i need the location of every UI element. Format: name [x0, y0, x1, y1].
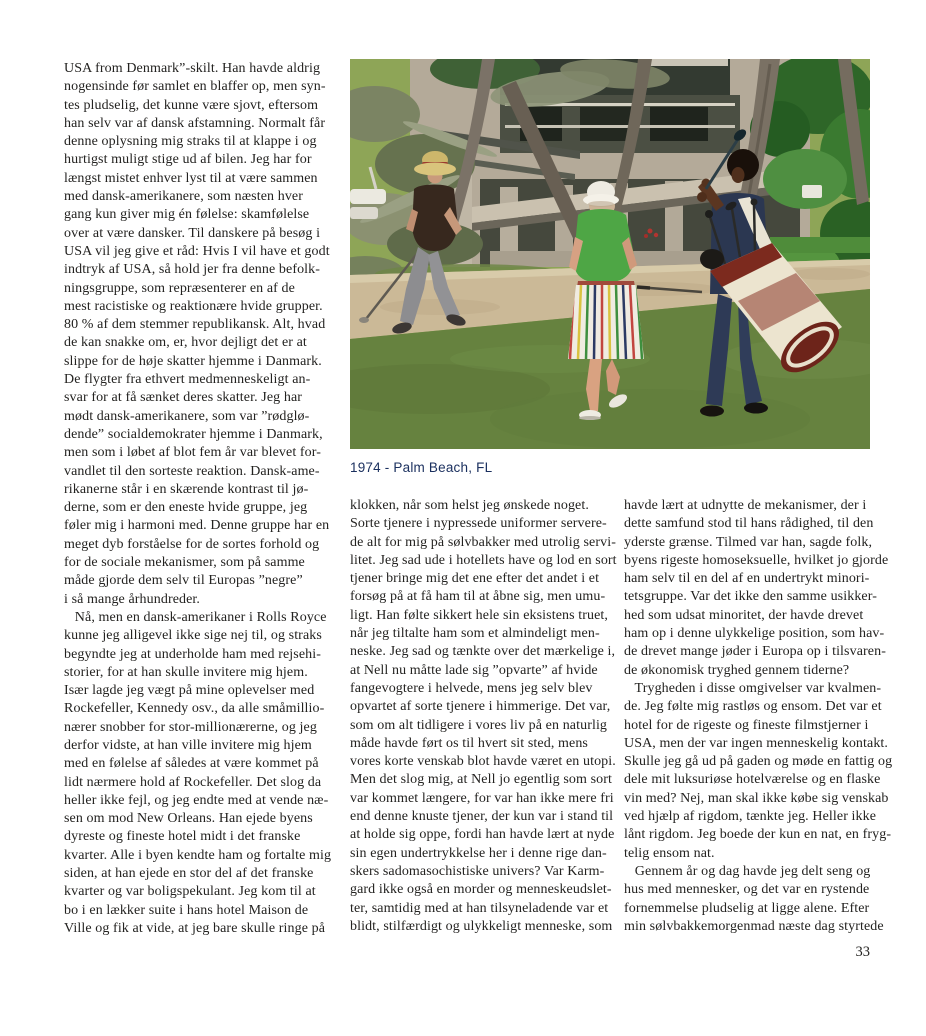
text-line: kvarter. Alle i byen kendte ham og fortalte mig — [64, 847, 332, 863]
text-line: siden, at han ejede en stor del af det franske — [64, 866, 314, 882]
text-line: neske. Jeg sad og tænkte over det mærkelige i, — [350, 644, 616, 660]
text-line: hotel for de rigeste og fineste filmstjerner i — [624, 717, 869, 733]
text-line: storier, for at han skulle invitere mig hjem. — [64, 664, 308, 680]
text-line: byens rigeste homoseksuelle, hvilket jo gjorde — [624, 552, 889, 568]
text-line: dele mit luksuriøse hotelværelse og en flaske — [624, 772, 881, 788]
text-line: blidt, stilfærdigt og ulykkeligt menneske, som — [350, 918, 613, 934]
text-line: Skulle jeg gå ud på gaden og møde en fattig og — [624, 754, 893, 770]
text-line: svar for at få sænket deres skatter. Jeg har — [64, 390, 303, 406]
photo-caption: 1974 - Palm Beach, FL — [350, 460, 493, 475]
text-line: gard ikke også en morder og menneskeudslet- — [350, 882, 612, 898]
text-line: Ville og fik at vide, at jeg bare skulle ringe på — [64, 920, 326, 936]
text-line: føler mig i harmoni med. Denne gruppe har en — [64, 518, 330, 534]
text-line: fornemmelse pludselig at ligge alene. Efter — [624, 900, 870, 916]
text-line: rikanerne står i en skærende kontrast til jø- — [64, 481, 309, 497]
text-line: fangevogtere i helvede, mens jeg selv blev — [350, 680, 593, 696]
golf-scene-illustration — [350, 59, 870, 449]
text-line: lånt rigdom. Jeg boede der kun en nat, en fryg- — [624, 827, 892, 843]
text-line: at holde sig oppe, fordi han havde lært at nyde — [350, 827, 615, 843]
text-line: mest racistiske og reaktionære hvide grupper. — [64, 298, 323, 314]
left-text-column — [64, 60, 346, 938]
text-line: sin egen undertrykkelse her i denne rige dan- — [350, 845, 607, 861]
text-line: vandlet til den sorteste reaktion. Dansk-ame- — [64, 463, 320, 479]
text-line: med en følelse af således at være kommet på — [64, 756, 319, 772]
text-line: litet. Jeg sad ude i hotellets have og lod en sort — [350, 552, 617, 568]
text-line: kvarter og var boligspekulant. Jeg kom til at — [64, 884, 316, 900]
text-line: Trygheden i disse omgivelser var kvalmen- — [624, 680, 882, 696]
text-line: tes pludselig, det kunne være sjovt, eftersom — [64, 97, 319, 113]
text-line: hurtigst muligt stige ud af bilen. Jeg har for — [64, 152, 312, 168]
text-line: opvartet af sorte tjenere i himmerige. Det var, — [350, 699, 611, 715]
text-line: indtryk af USA, så hold jer fra denne befolk- — [64, 262, 321, 278]
text-line: var kommet længere, for var han ikke mere fri — [350, 790, 614, 806]
text-line: over at være dansker. Til danskere på besøg i — [64, 225, 321, 241]
text-line: derne, som er den eneste hvide gruppe, jeg — [64, 500, 308, 516]
text-line: begyndte jeg at underholde ham med rejsehi- — [64, 646, 321, 662]
text-line: 80 % af dem stemmer republikansk. Alt, hvad — [64, 317, 326, 333]
text-line: derfor vidste, at han ville invitere mig hjem — [64, 737, 312, 753]
text-line: Især lagde jeg vægt på mine oplevelser med — [64, 683, 315, 699]
text-line: ham op i denne ulykkelige position, som hav- — [624, 626, 885, 642]
text-line: USA, men der var ingen menneskelig kontakt. — [624, 735, 889, 751]
text-line: tjener bringe mig det ene efter det andet i et — [350, 571, 600, 587]
text-line: ningsgruppe, som repræsenterer en af de — [64, 280, 295, 296]
text-line: min sølvbakkemorgenmad næste dag styrtede — [624, 918, 884, 934]
text-line: dette samfund stod til hans rådighed, til den — [624, 516, 874, 532]
text-line: De flygter fra ethvert medmenneskeligt an- — [64, 372, 311, 388]
text-line: som om alt tidligere i vores liv på en naturlig — [350, 717, 608, 733]
text-line: meget dyb forståelse for de sortes forhold og — [64, 536, 320, 552]
text-line: for de sociale mekanismer, som på samme — [64, 555, 305, 571]
text-line: USA vil jeg give et råd: Hvis I vil have et godt — [64, 243, 330, 259]
text-line: de drevet mange jøder i Europa op i tilsvaren- — [624, 644, 886, 660]
text-line: yderste grænse. Tilmed var han, sagde folk, — [624, 534, 873, 550]
text-line: når jeg tiltalte ham som et almindeligt men- — [350, 626, 600, 642]
text-line: Gennem år og dag havde jeg delt seng og — [624, 863, 871, 879]
text-line: tetsgruppe. Var det ikke den samme usikker- — [624, 589, 877, 605]
text-line: nærer snobber for stor-millionærerne, og jeg — [64, 719, 317, 735]
text-line: længst mistet enhver lyst til at være sammen — [64, 170, 318, 186]
text-line: mødt dansk-amerikanere, som var ”rødglø- — [64, 408, 310, 424]
middle-text-column — [350, 497, 626, 936]
text-line: sen om mod New Orleans. Han ejede byens — [64, 811, 313, 827]
text-line: heller ikke fejl, og jeg endte med at vende næ- — [64, 792, 329, 808]
page-number: 33 — [855, 944, 870, 960]
text-line: ter, samtidig med at han tilsyneladende var et — [350, 900, 609, 916]
text-line: Nå, men en dansk-amerikaner i Rolls Royce — [64, 609, 327, 625]
text-line: USA from Denmark”-skilt. Han havde aldrig — [64, 61, 321, 76]
text-line: forsøg på at få ham til at åbne sig, men umu- — [350, 589, 606, 605]
text-line: end denne knuste tjener, der kun var i stand til — [350, 809, 614, 825]
text-line: i så mange århundreder. — [64, 591, 201, 607]
text-line: med dansk-amerikanere, som næsten hver — [64, 189, 304, 205]
right-text-column — [624, 497, 914, 936]
text-line: dende” socialdemokrater hjemme i Danmark, — [64, 426, 323, 442]
text-line: skers sadomasochistiske univers? Var Karm- — [350, 863, 605, 879]
text-line: de økonomisk tryghed gennem tiderne? — [624, 662, 850, 678]
text-line: måde gjorde dem selv til Europas ”negre” — [64, 573, 303, 589]
golf-photo — [350, 59, 870, 449]
text-line: slippe for de høje skatter hjemme i Danmark. — [64, 353, 322, 369]
text-line: måde havde ført os til hvert sit sted, mens — [350, 735, 588, 751]
text-line: bo i en lækker suite i hans hotel Maison de — [64, 902, 309, 918]
text-line: ligt. Han følte sikkert hele sin eksistens truet, — [350, 607, 609, 623]
text-line: havde lært at udnytte de mekanismer, der i — [624, 498, 867, 513]
text-line: at Nell nu måtte lade sig ”opvarte” af hvide — [350, 662, 598, 678]
text-line: Sorte tjenere i nypressede uniformer servere- — [350, 516, 607, 532]
text-line: ved hjælp af rigdom, tænkte jeg. Heller ikke — [624, 809, 877, 825]
text-line: dyreste og fineste hotel midt i det franske — [64, 829, 301, 845]
text-line: vin med? Nej, man skal ikke købe sig venskab — [624, 790, 889, 806]
text-line: Men det slog mig, at Nell jo egentlig som sort — [350, 772, 613, 788]
text-line: nogensinde før samlet en blaffer op, men syn- — [64, 79, 326, 95]
text-line: hus med mennesker, og det var en rystende — [624, 882, 870, 898]
text-line: gang kun giver mig én følelse: skamfølelse — [64, 207, 310, 223]
text-line: denne oplysning mig straks til at klappe i og — [64, 134, 317, 150]
text-line: de. Jeg følte mig rastløs og ensom. Det var et — [624, 699, 882, 715]
text-line: lidt nærmere hold af Rockefeller. Det slog da — [64, 774, 322, 790]
text-line: ham selv til en del af en undertrykt minori- — [624, 571, 870, 587]
text-line: klokken, når som helst jeg ønskede noget. — [350, 498, 589, 513]
text-line: de kan snakke om, er, hvor dejligt det er at — [64, 335, 307, 351]
text-line: telig ensom nat. — [624, 845, 715, 861]
text-line: Rockefeller, Kennedy osv., da alle småmillio- — [64, 701, 325, 717]
text-line: kunne jeg alligevel ikke sige nej til, og straks — [64, 628, 322, 644]
text-line: hed som udsat minoritet, der havde drevet — [624, 607, 864, 623]
text-line: de alt for mig på sølvbakker med utrolig servi- — [350, 534, 616, 550]
text-line: han selv var af dansk afstamning. Normalt får — [64, 115, 326, 131]
text-line: vores korte venskab blot havde været en utopi. — [350, 754, 616, 770]
text-line: men som i løbet af blot fem år var blevet for- — [64, 445, 322, 461]
